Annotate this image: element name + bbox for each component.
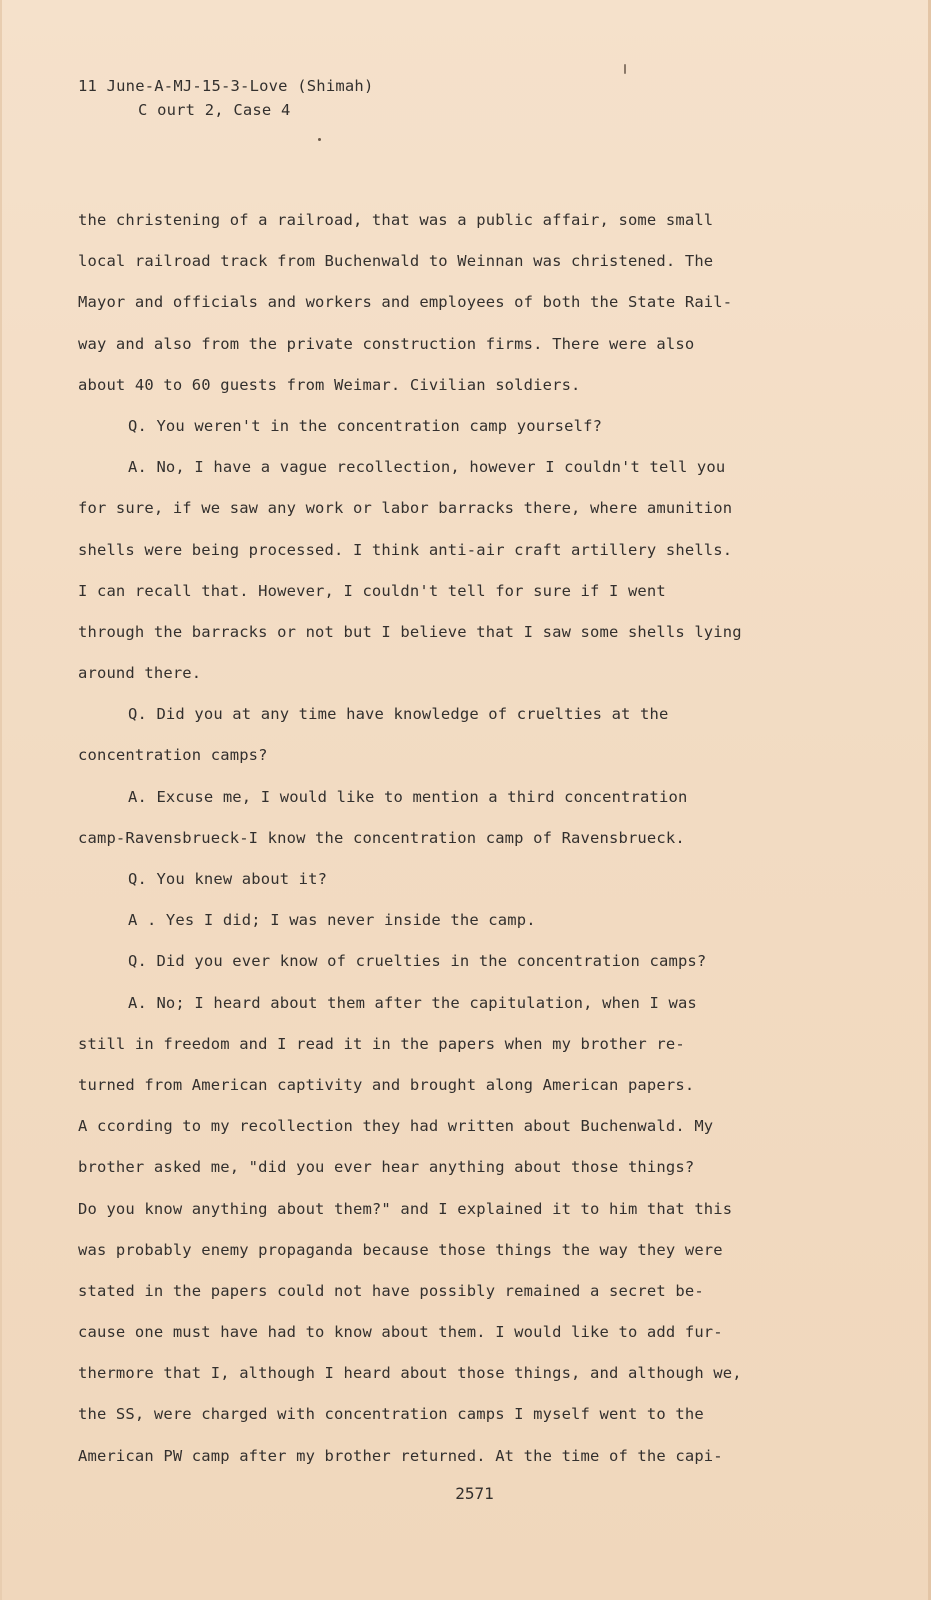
transcript-line: A. Excuse me, I would like to mention a third concentration — [128, 787, 688, 806]
transcript-line: Do you know anything about them?" and I explained it to him that this — [78, 1199, 733, 1218]
transcript-line: still in freedom and I read it in the papers when my brother re- — [78, 1034, 685, 1053]
header-reference: 11 June-A-MJ-15-3-Love (Shimah) — [78, 77, 374, 95]
transcript-line: A. No; I heard about them after the capitulation, when I was — [128, 993, 697, 1012]
transcript-line: Q. Did you at any time have knowledge of cruelties at the — [128, 705, 669, 724]
transcript-line: A. No, I have a vague recollection, however I couldn't tell you — [128, 458, 726, 477]
ink-tick-mark — [624, 64, 626, 74]
transcript-line: the SS, were charged with concentration camps I myself went to the — [78, 1405, 704, 1424]
transcript-line: A . Yes I did; I was never inside the camp. — [128, 911, 536, 930]
transcript-line: cause one must have had to know about them. I would like to add fur- — [78, 1323, 723, 1342]
transcript-line: way and also from the private construction firms. There were also — [78, 334, 695, 353]
transcript-line: the christening of a railroad, that was a public affair, some small — [78, 211, 714, 229]
transcript-line: shells were being processed. I think anti-air craft artillery shells. — [78, 540, 733, 559]
transcript-line: thermore that I, although I heard about those things, and although we, — [78, 1364, 742, 1383]
page-number: 2571 — [455, 1484, 494, 1503]
transcript-line: local railroad track from Buchenwald to Weinnan was christened. The — [78, 252, 714, 271]
transcript-body — [78, 200, 808, 1477]
transcript-line: American PW camp after my brother returned. At the time of the capi- — [78, 1446, 723, 1465]
transcript-line: Mayor and officials and workers and employees of both the State Rail- — [78, 293, 733, 312]
transcript-line: camp-Ravensbrueck-I know the concentration camp of Ravensbrueck. — [78, 828, 685, 847]
transcript-line: stated in the papers could not have possibly remained a secret be- — [78, 1281, 704, 1300]
transcript-line: through the barracks or not but I believe that I saw some shells lying — [78, 622, 742, 641]
transcript-line: around there. — [78, 664, 202, 683]
transcript-line: I can recall that. However, I couldn't tell for sure if I went — [78, 581, 666, 600]
transcript-line: concentration camps? — [78, 746, 268, 765]
transcript-line: Q. You knew about it? — [128, 870, 328, 888]
ink-speck-mark — [318, 138, 321, 141]
document-header — [78, 74, 374, 122]
transcript-line: turned from American captivity and brought along American papers. — [78, 1075, 695, 1094]
transcript-line: for sure, if we saw any work or labor barracks there, where amunition — [78, 499, 733, 518]
transcript-line: was probably enemy propaganda because those things the way they were — [78, 1240, 723, 1259]
transcript-line: Q. Did you ever know of cruelties in the concentration camps? — [128, 952, 707, 971]
transcript-line: about 40 to 60 guests from Weimar. Civilian soldiers. — [78, 375, 581, 394]
transcript-line: brother asked me, "did you ever hear anything about those things? — [78, 1158, 695, 1177]
transcript-line: A ccording to my recollection they had written about Buchenwald. My — [78, 1117, 714, 1136]
header-court-case: C ourt 2, Case 4 — [138, 101, 291, 119]
transcript-line: Q. You weren't in the concentration camp yourself? — [128, 416, 603, 435]
